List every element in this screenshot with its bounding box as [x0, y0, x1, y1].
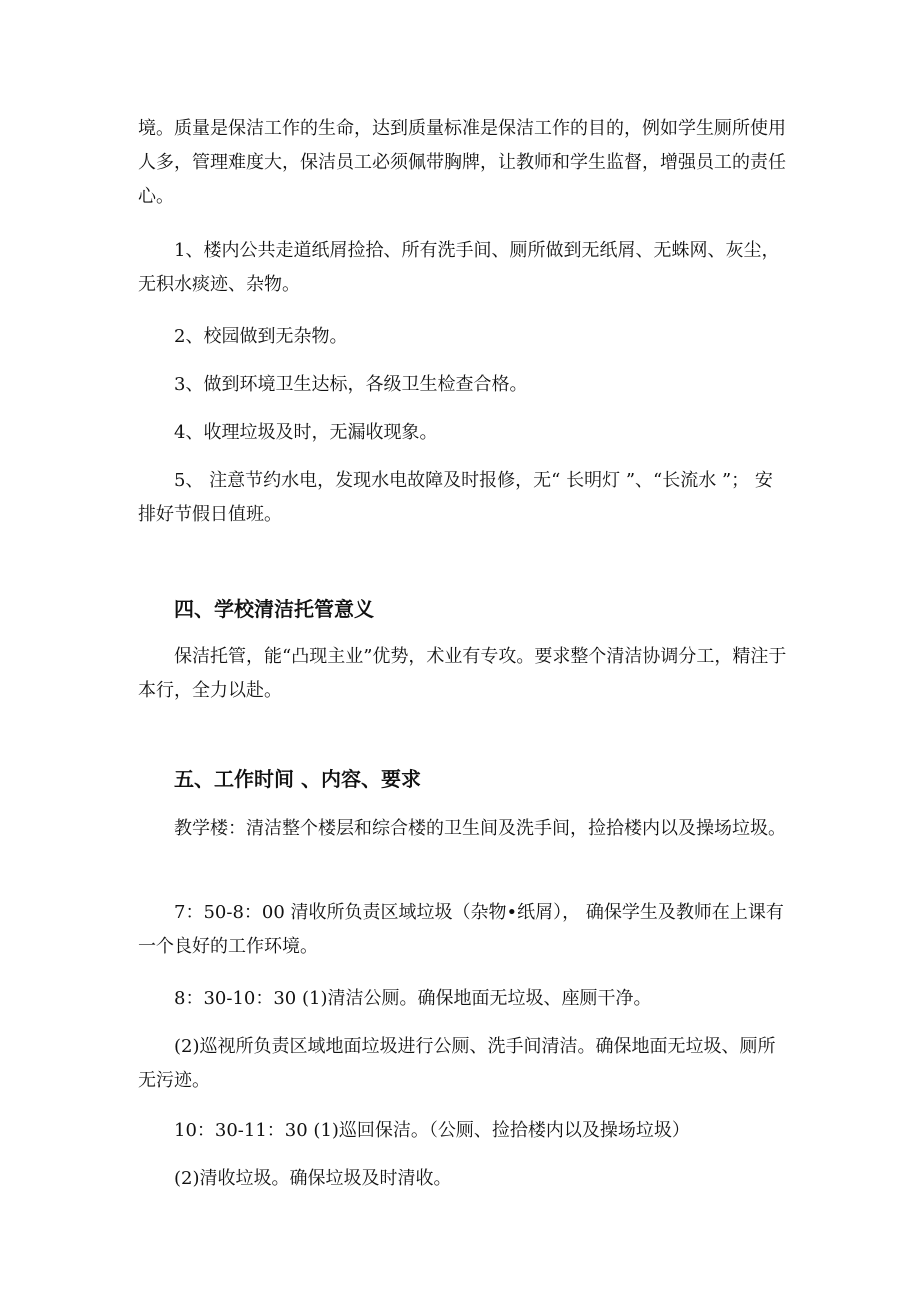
schedule-item-2b: (2)巡视所负责区域地面垃圾进行公厕、洗手间清洁。确保地面无垃圾、厕所无污迹。 [138, 1036, 776, 1091]
list-item-3: 3、做到环境卫生达标，各级卫生检查合格。 [174, 374, 528, 395]
section-4-heading: 四、学校清洁托管意义 [174, 597, 374, 621]
list-item-4: 4、收理垃圾及时，无漏收现象。 [174, 422, 438, 443]
section-5-heading: 五、工作时间 、内容、要求 [174, 767, 421, 791]
schedule-item-3b: (2)清收垃圾。确保垃圾及时清收。 [174, 1168, 452, 1189]
list-item-2: 2、校园做到无杂物。 [174, 326, 348, 347]
paragraph-quality: 境。质量是保洁工作的生命，达到质量标准是保洁工作的目的，例如学生厕所使用人多，管理难度大，保洁员工必须佩带胸牌，让教师和学生监督，增强员工的责任心。 [138, 118, 786, 207]
schedule-item-2: 8：30-10：30 (1)清洁公厕。确保地面无垃圾、座厕干净。 [174, 988, 652, 1009]
section-5-intro: 教学楼：清洁整个楼层和综合楼的卫生间及洗手间，捡拾楼内以及操场垃圾。 [174, 818, 786, 839]
schedule-item-1: 7：50-8：00 清收所负责区域垃圾（杂物•纸屑）， 确保学生及教师在上课有一个良好的工作环境。 [138, 902, 784, 957]
section-4-text: 保洁托管，能“凸现主业”优势，术业有专攻。要求整个清洁协调分工，精注于本行，全力以赴。 [138, 646, 787, 701]
schedule-item-3: 10：30-11：30 (1)巡回保洁。（公厕、捡拾楼内以及操场垃圾） [174, 1120, 690, 1141]
list-item-5: 5、 注意节约水电，发现水电故障及时报修，无“ 长明灯 ”、“长流水 ”； 安排好节假日值班。 [138, 470, 773, 525]
list-item-1: 1、楼内公共走道纸屑捡拾、所有洗手间、厕所做到无纸屑、无蛛网、灰尘，无积水痰迹、杂物。 [138, 240, 780, 295]
